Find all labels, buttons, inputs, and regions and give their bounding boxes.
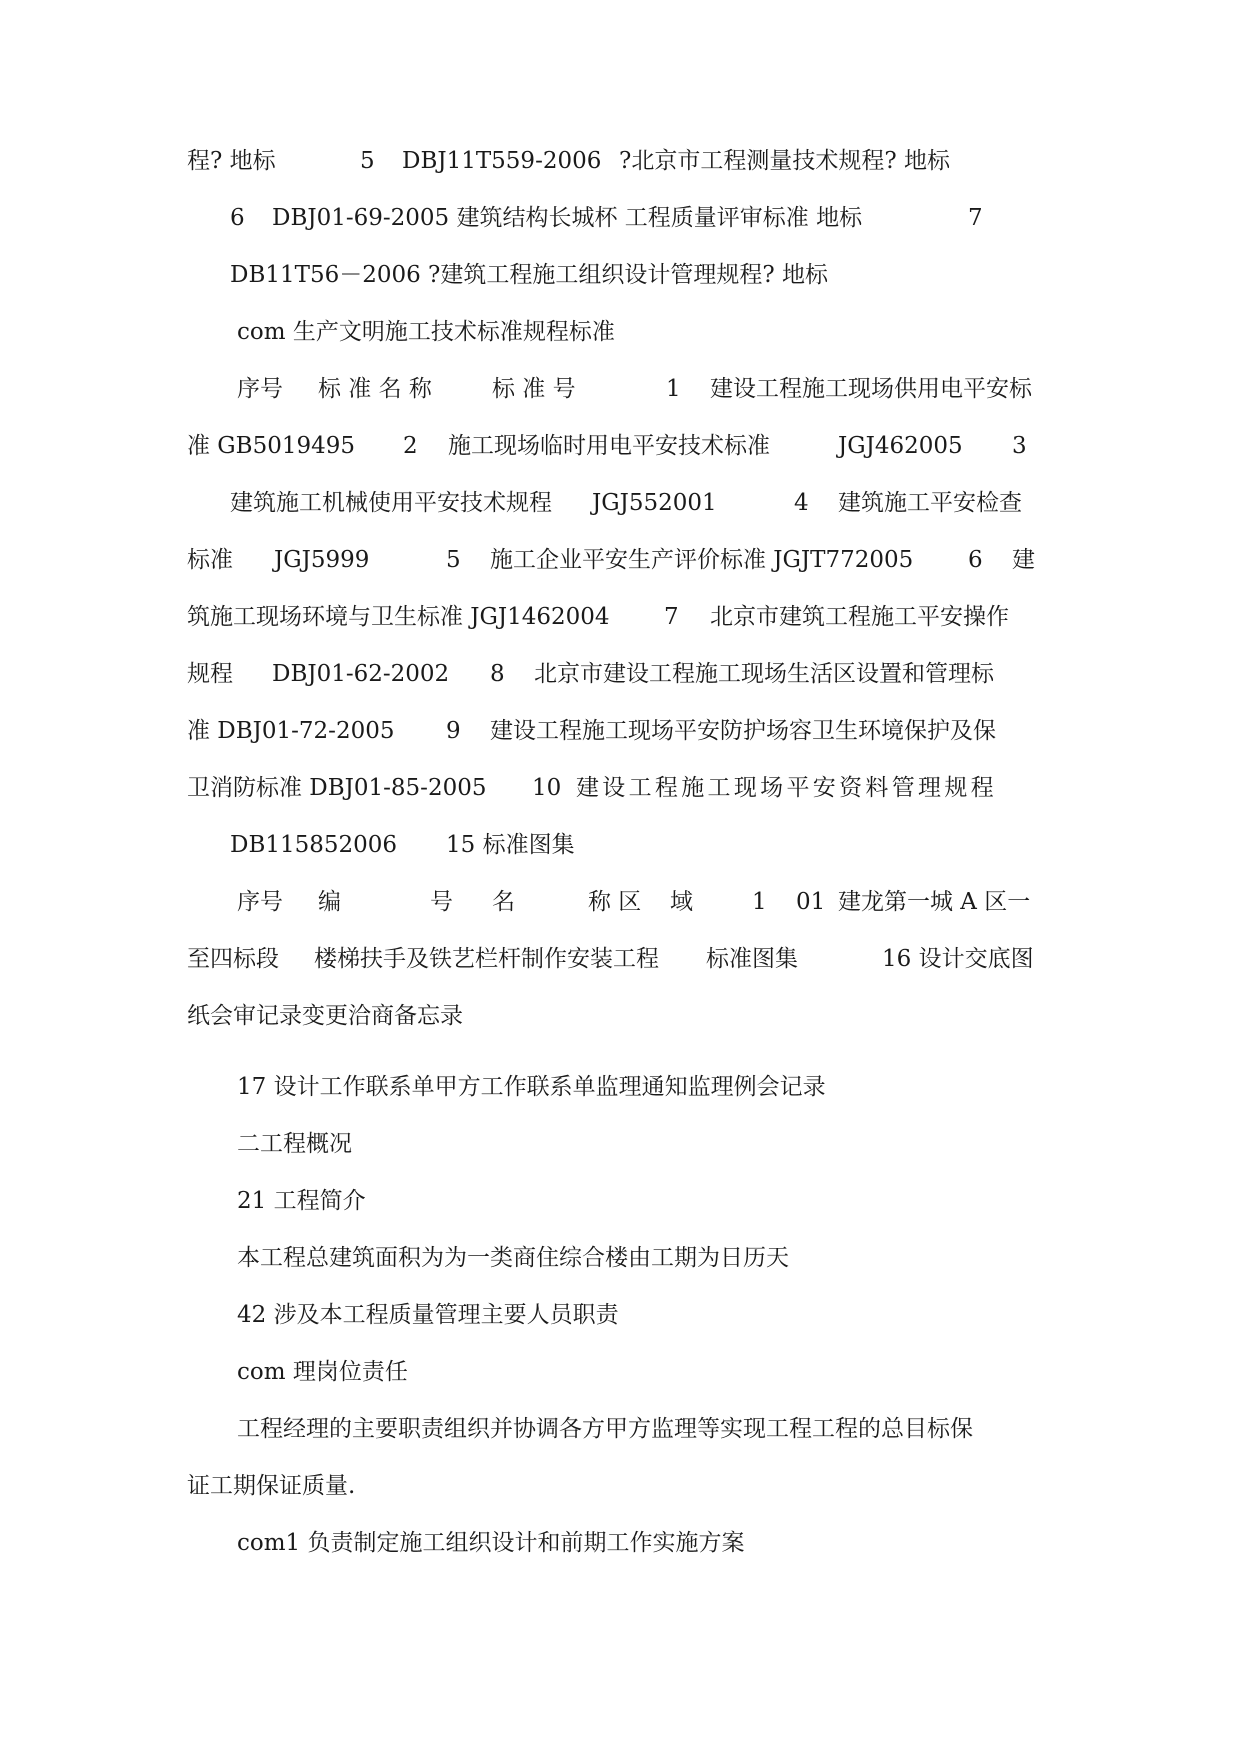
text-segment: 程? 地标: [187, 148, 276, 174]
text-segment: 7: [664, 604, 679, 630]
text-segment: 楼梯扶手及铁艺栏杆制作安装工程: [314, 946, 659, 972]
text-segment: DB115852006: [230, 832, 398, 858]
text-segment: 5: [446, 547, 461, 573]
text-segment: 建设工程施工现场供用电平安标: [710, 376, 1032, 402]
text-segment: 标 准 号: [492, 376, 576, 402]
text-segment: 8: [490, 661, 505, 687]
section-heading: 二工程概况: [237, 1131, 352, 1157]
text-segment: 建 设 工 程 施 工 现 场 平 安 资 料 管 理 规 程: [576, 775, 992, 801]
text-segment: 2: [403, 433, 418, 459]
text-segment: 5: [360, 148, 375, 174]
text-segment: 规程: [187, 661, 233, 687]
text-segment: 卫消防标准 DBJ01-85-2005: [187, 775, 487, 801]
text-segment: 10: [532, 775, 562, 801]
text-segment: 1: [666, 376, 681, 402]
text-segment: DBJ01-69-2005 建筑结构长城杯 工程质量评审标准 地标: [272, 205, 863, 231]
text-segment: 至四标段: [187, 946, 279, 972]
text-segment: 施工企业平安生产评价标准 JGJT772005: [490, 547, 914, 573]
text-segment: 6: [230, 205, 245, 231]
text-segment: com1 负责制定施工组织设计和前期工作实施方案: [237, 1530, 745, 1556]
text-segment: 17 设计工作联系单甲方工作联系单监理通知监理例会记录: [237, 1074, 826, 1100]
text-segment: 标 准 名 称: [318, 376, 432, 402]
text-segment: 编: [318, 889, 341, 915]
text-segment: 域: [670, 889, 693, 915]
text-segment: 9: [446, 718, 461, 744]
section-heading: com 理岗位责任: [237, 1359, 408, 1385]
text-segment: 4: [794, 490, 809, 516]
text-segment: 本工程总建筑面积为为一类商住综合楼由工期为日历天: [237, 1245, 789, 1271]
text-segment: 7: [968, 205, 983, 231]
text-segment: 准 DBJ01-72-2005: [187, 718, 395, 744]
text-segment: 筑施工现场环境与卫生标准 JGJ1462004: [187, 604, 610, 630]
text-segment: 建设工程施工现场平安防护场容卫生环境保护及保: [490, 718, 996, 744]
text-segment: 01: [796, 889, 826, 915]
section-heading: 21 工程简介: [237, 1188, 366, 1214]
text-segment: 标准: [187, 547, 233, 573]
text-segment: 名: [492, 889, 515, 915]
text-segment: 建筑施工平安检查: [838, 490, 1022, 516]
text-segment: 建筑施工机械使用平安技术规程: [230, 490, 552, 516]
text-segment: JGJ552001: [592, 490, 717, 516]
text-segment: 建龙第一城 A 区一: [838, 889, 1031, 915]
text-segment: 16 设计交底图: [882, 946, 1034, 972]
text-segment: 序号: [237, 376, 283, 402]
text-segment: DB11T56－2006 ?建筑工程施工组织设计管理规程? 地标: [230, 262, 829, 288]
text-segment: 称 区: [588, 889, 642, 915]
text-segment: 1: [752, 889, 767, 915]
text-segment: 3: [1012, 433, 1027, 459]
section-heading: com 生产文明施工技术标准规程标准: [237, 319, 615, 345]
text-segment: 6: [968, 547, 983, 573]
text-segment: 建: [1012, 547, 1035, 573]
text-segment: JGJ462005: [838, 433, 963, 459]
text-segment: JGJ5999: [274, 547, 370, 573]
text-segment: 施工现场临时用电平安技术标准: [448, 433, 770, 459]
text-segment: 标准图集: [706, 946, 798, 972]
text-segment: 北京市建筑工程施工平安操作: [710, 604, 1009, 630]
text-segment: 工程经理的主要职责组织并协调各方甲方监理等实现工程工程的总目标保: [237, 1416, 973, 1442]
text-segment: 序号: [237, 889, 283, 915]
text-segment: 北京市建设工程施工现场生活区设置和管理标: [534, 661, 994, 687]
section-heading: 42 涉及本工程质量管理主要人员职责: [237, 1302, 619, 1328]
text-segment: ?北京市工程测量技术规程? 地标: [619, 148, 950, 174]
text-segment: 号: [430, 889, 453, 915]
text-segment: DBJ11T559-2006: [402, 148, 602, 174]
section-heading: 15 标准图集: [446, 832, 575, 858]
text-segment: 证工期保证质量.: [187, 1473, 356, 1499]
text-segment: DBJ01-62-2002: [272, 661, 450, 687]
text-segment: 准 GB5019495: [187, 433, 356, 459]
text-segment: 纸会审记录变更洽商备忘录: [187, 1003, 463, 1029]
